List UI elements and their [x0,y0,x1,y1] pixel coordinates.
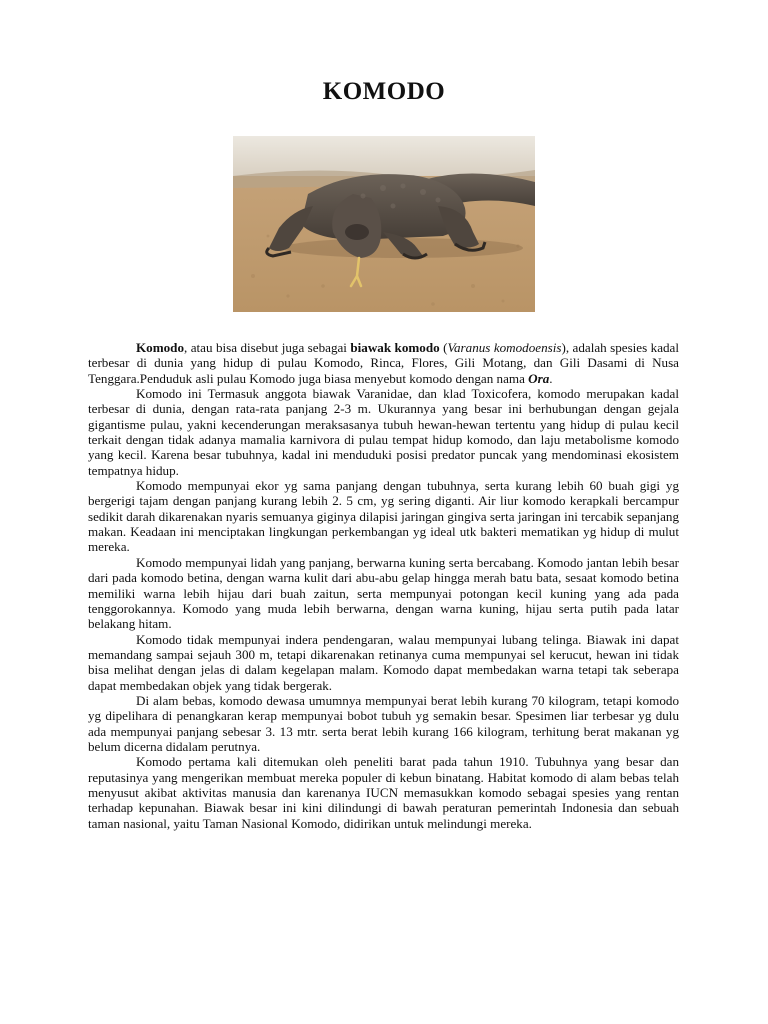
paragraph-3: Komodo mempunyai ekor yg sama panjang dengan tubuhnya, serta kurang lebih 60 buah gigi yg bergerigi tajam dengan panjang kurang lebih 2. 5 cm, yg sering diganti. Air liur komodo kerapkali bercampur sedikit darah dikarenakan nyaris semuanya giginya dilapisi jaringan gingiva serta jaringan ini tercabik sepanjang makan. Keadaan ini menciptakan lingkungan perkembangan yg ideal utk bakteri mematikan yg hidup di mulut mereka. [88,478,679,555]
term-biawak-komodo: biawak komodo [350,340,440,355]
paragraph-7: Komodo pertama kali ditemukan oleh peneliti barat pada tahun 1910. Tubuhnya yang besar dan reputasinya yang mengerikan membuat mereka populer di kebun binatang. Habitat komodo di alam bebas telah menyusut akibat aktivitas manusia dan karenanya IUCN memasukkan komodo sebagai spesies yang rentan terhadap kepunahan. Biawak besar ini kini dilindungi di bawah peraturan pemerintah Indonesia dan sebuah taman nasional, yaitu Taman Nasional Komodo, didirikan untuk melindungi mereka. [88,754,679,831]
scientific-name: Varanus komodoensis [447,340,562,355]
text-span: . [549,370,553,386]
text-span: ( [439,340,448,355]
article-body [88,340,679,831]
text-span: , atau bisa disebut juga sebagai [184,340,351,355]
page-title: KOMODO [322,78,446,105]
komodo-dragon-photo [233,136,535,312]
term-komodo: Komodo [136,340,185,355]
paragraph-2: Komodo ini Termasuk anggota biawak Varanidae, dan klad Toxicofera, komodo merupakan kadal terbesar di dunia, dengan rata-rata panjang 2-3 m. Ukurannya yang besar ini berhubungan dengan gejala gigantisme pulau, yakni kecenderungan meraksasanya tubuh hewan-hewan tertentu yang hidup di pulau kecil terkait dengan tidak adanya mamalia karnivora di pulau tempat hidup komodo, dan laju metabolisme komodo yang kecil. Karena besar tubuhnya, kadal ini menduduki posisi predator puncak yang mendominasi ekosistem tempatnya hidup. [88,386,679,478]
paragraph-6: Di alam bebas, komodo dewasa umumnya mempunyai berat lebih kurang 70 kilogram, tetapi komodo yg dipelihara di penangkaran kerap mempunyai bobot tubuh yg semakin besar. Spesimen liar terbesar yg dulu ada mempunyai panjang sebesar 3. 13 mtr. serta berat lebih kurang 166 kilogram, terhitung berat makanan yg belum dicerna didalam perutnya. [88,692,679,754]
paragraph-4: Komodo mempunyai lidah yang panjang, berwarna kuning serta bercabang. Komodo jantan lebih besar dari pada komodo betina, dengan warna kulit dari abu-abu gelap hingga merah batu bata, sesaat komodo betina memiliki warna lebih hijau dari buah zaitun, serta mempunyai potongan kecil kuning yang ada pada tenggorokannya. Komodo yang muda lebih berwarna, dengan warna kuning, hijau serta putih pada latar belakang hitam. [88,554,679,632]
text-span: ), adalah spesies kadal terbesar di dunia yang hidup di pulau Komodo, Rinca, Flores, Gili Motang, dan Gili Dasami di Nusa Tenggara.Penduduk asli pulau Komodo juga biasa menyebut komodo dengan nama [88,340,679,386]
paragraph-5: Komodo tidak mempunyai indera pendengaran, walau mempunyai lubang telinga. Biawak ini dapat memandang sampai sejauh 300 m, tetapi dikarenakan retinanya cuma mempunyai sel kerucut, hewan ini tidak bisa melihat dengan jelas di dalam kegelapan malam. Komodo dapat membedakan warna tetapi tak seberapa dapat membedakan objek yang tidak bergerak. [88,631,679,693]
term-ora: Ora [528,370,550,386]
paragraph-1 [88,340,679,386]
